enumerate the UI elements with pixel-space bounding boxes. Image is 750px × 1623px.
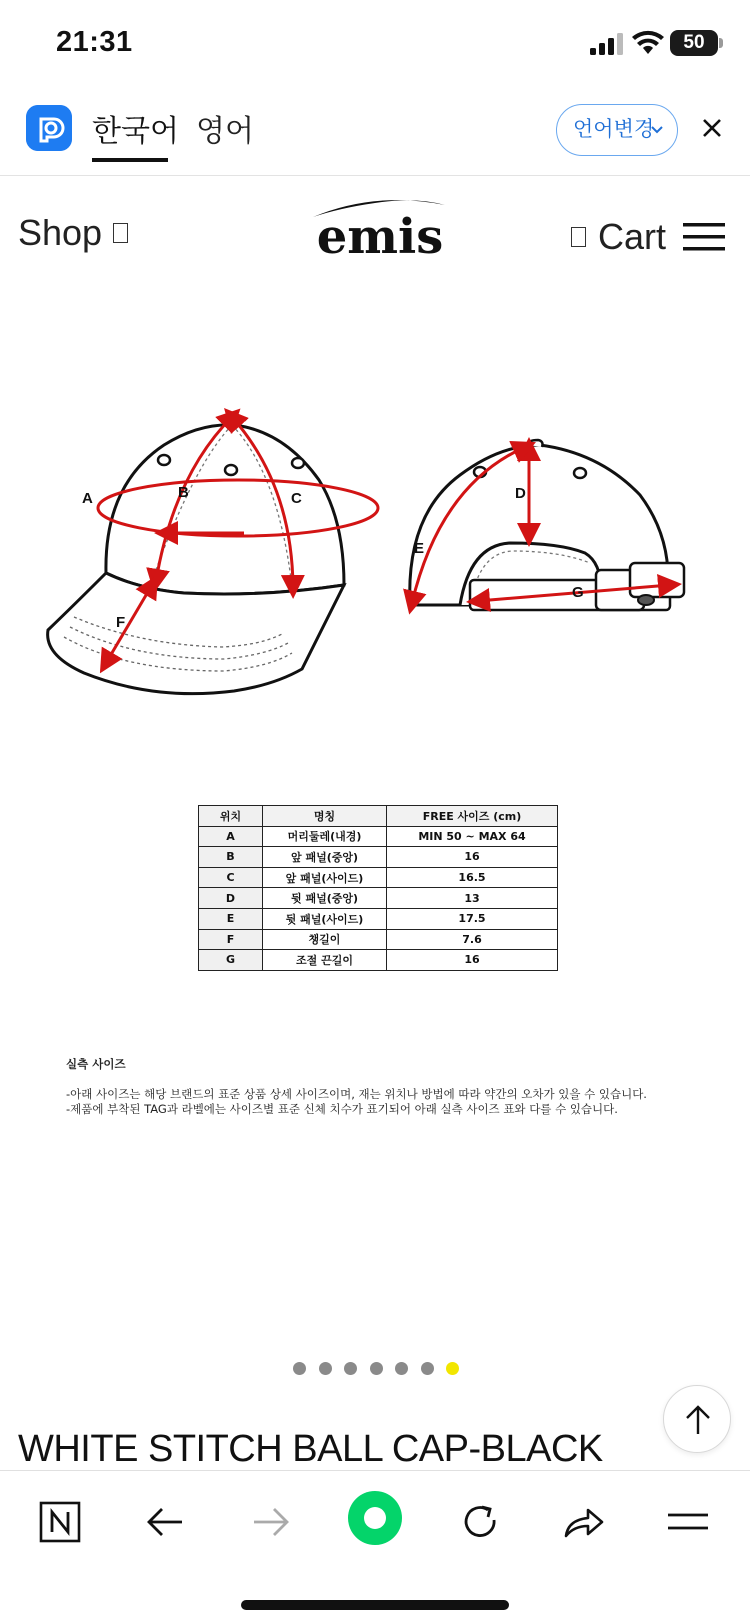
product-title: WHITE STITCH BALL CAP-BLACK bbox=[18, 1428, 603, 1470]
cap-back-diagram bbox=[400, 435, 710, 635]
battery-level: 50 bbox=[683, 32, 705, 53]
table-cell: 16.5 bbox=[387, 867, 558, 888]
table-header: 위치 bbox=[199, 806, 263, 827]
back-icon[interactable] bbox=[138, 1494, 194, 1550]
change-language-button[interactable] bbox=[556, 104, 678, 156]
label-f: F bbox=[116, 614, 126, 631]
table-cell: C bbox=[199, 867, 263, 888]
table-header-row bbox=[199, 806, 558, 827]
label-b: B bbox=[178, 484, 189, 501]
label-e: E bbox=[414, 540, 425, 557]
source-language-tab[interactable]: 한국어 bbox=[92, 114, 179, 149]
wifi-icon bbox=[632, 30, 664, 56]
carousel-dot[interactable] bbox=[344, 1362, 357, 1375]
carousel-dot[interactable] bbox=[421, 1362, 434, 1375]
table-cell: A bbox=[199, 826, 263, 847]
naver-home-icon[interactable] bbox=[32, 1494, 88, 1550]
label-c: C bbox=[291, 490, 302, 507]
table-cell: 앞 패널(중앙) bbox=[263, 847, 387, 868]
green-home-button[interactable] bbox=[348, 1491, 402, 1545]
carousel-dot[interactable] bbox=[370, 1362, 383, 1375]
target-language-tab[interactable]: 영어 bbox=[196, 114, 254, 149]
battery-icon bbox=[670, 30, 718, 56]
carousel-dot[interactable] bbox=[293, 1362, 306, 1375]
notes-title: 실측 사이즈 bbox=[66, 1057, 126, 1071]
close-icon[interactable] bbox=[700, 116, 724, 140]
table-row bbox=[199, 888, 558, 909]
shop-dropdown-icon[interactable] bbox=[113, 223, 128, 243]
share-icon[interactable] bbox=[556, 1494, 612, 1550]
battery-cap bbox=[719, 38, 723, 48]
refresh-icon[interactable] bbox=[452, 1494, 508, 1550]
scroll-to-top-button[interactable] bbox=[663, 1385, 731, 1453]
menu-icon[interactable] bbox=[660, 1494, 716, 1550]
table-row bbox=[199, 950, 558, 971]
table-row bbox=[199, 847, 558, 868]
notes-line: -제품에 부착된 TAG과 라벨에는 사이즈별 표준 신체 치수가 표기되어 아래 실측 사이즈 표와 다를 수 있습니다. bbox=[66, 1102, 618, 1116]
table-cell: 13 bbox=[387, 888, 558, 909]
table-row bbox=[199, 908, 558, 929]
table-cell: 16 bbox=[387, 847, 558, 868]
size-table bbox=[198, 805, 558, 971]
carousel-dot[interactable] bbox=[395, 1362, 408, 1375]
table-row bbox=[199, 929, 558, 950]
notes-line: -아래 사이즈는 해당 브랜드의 표준 상품 상세 사이즈이며, 재는 위치나 방법에 따라 약간의 오차가 있을 수 있습니다. bbox=[66, 1087, 647, 1101]
logo-text: emis bbox=[316, 209, 444, 261]
brand-logo[interactable] bbox=[305, 195, 455, 261]
hamburger-menu-icon[interactable] bbox=[683, 221, 725, 253]
table-cell: F bbox=[199, 929, 263, 950]
label-d: D bbox=[515, 485, 526, 502]
carousel-dot[interactable] bbox=[319, 1362, 332, 1375]
shop-header bbox=[0, 177, 750, 277]
table-cell: 조절 끈길이 bbox=[263, 950, 387, 971]
table-cell: 뒷 패널(중앙) bbox=[263, 888, 387, 909]
chevron-down-icon bbox=[651, 124, 663, 136]
table-cell: 17.5 bbox=[387, 908, 558, 929]
label-a: A bbox=[82, 490, 93, 507]
table-cell: 뒷 패널(사이드) bbox=[263, 908, 387, 929]
table-header: 명칭 bbox=[263, 806, 387, 827]
arrow-up-icon bbox=[684, 1404, 712, 1436]
cap-front-diagram bbox=[44, 405, 384, 715]
status-bar bbox=[0, 0, 750, 90]
signal-icon bbox=[590, 33, 626, 55]
label-g: G bbox=[572, 584, 584, 601]
table-cell: 머리둘레(내경) bbox=[263, 826, 387, 847]
table-cell: 7.6 bbox=[387, 929, 558, 950]
shop-link[interactable]: Shop bbox=[18, 212, 103, 253]
active-tab-underline bbox=[92, 158, 168, 162]
table-row bbox=[199, 867, 558, 888]
translate-bar bbox=[0, 92, 750, 176]
cart-icon[interactable] bbox=[571, 227, 586, 247]
change-language-label: 언어변경 bbox=[573, 117, 655, 141]
size-notes bbox=[66, 1057, 706, 1117]
table-cell: MIN 50 ~ MAX 64 bbox=[387, 826, 558, 847]
table-cell: B bbox=[199, 847, 263, 868]
table-cell: 16 bbox=[387, 950, 558, 971]
table-cell: E bbox=[199, 908, 263, 929]
cart-link[interactable]: Cart bbox=[598, 216, 667, 257]
table-header: FREE 사이즈 (cm) bbox=[387, 806, 558, 827]
table-cell: D bbox=[199, 888, 263, 909]
table-cell: 앞 패널(사이드) bbox=[263, 867, 387, 888]
home-indicator bbox=[241, 1600, 509, 1610]
carousel-dot-active[interactable] bbox=[446, 1362, 459, 1375]
table-row bbox=[199, 826, 558, 847]
forward-icon[interactable] bbox=[242, 1494, 298, 1550]
home-dot bbox=[364, 1507, 386, 1529]
status-time: 21:31 bbox=[56, 26, 133, 58]
papago-logo-icon[interactable] bbox=[26, 105, 72, 151]
table-cell: G bbox=[199, 950, 263, 971]
table-cell: 챙길이 bbox=[263, 929, 387, 950]
